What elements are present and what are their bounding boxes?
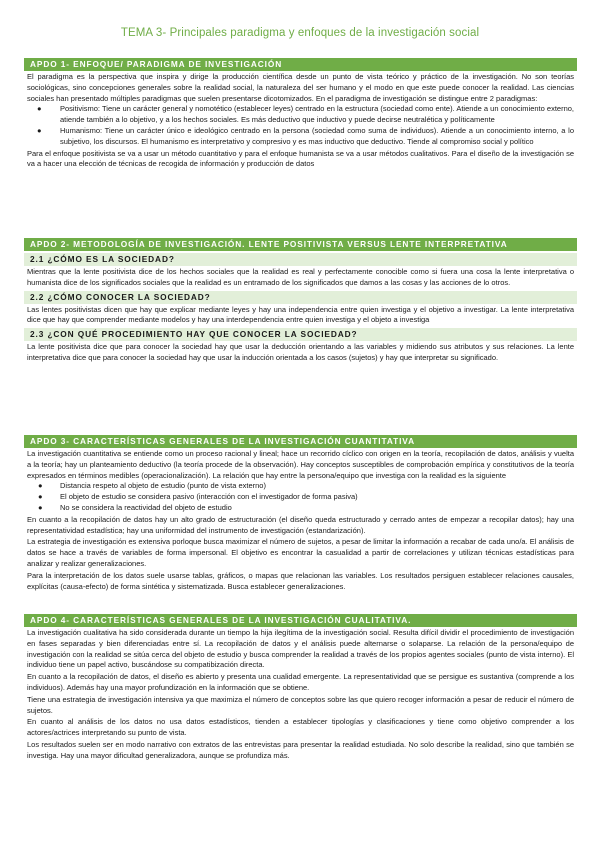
paragraph: Los resultados suelen ser en modo narrativo con extratos de las entrevistas para presentar la realidad estudiada. No solo describe la realidad, sino que también se investiga. Hay una mayor dificultad generalizadora, aunque se profundiza más. [27, 739, 574, 760]
section-heading: APDO 2- METODOLOGÍA DE INVESTIGACIÓN. LENTE POSITIVISTA VERSUS LENTE INTERPRETATIVA [24, 238, 577, 251]
section-heading: APDO 3- CARACTERÍSTICAS GENERALES DE LA INVESTIGACIÓN CUANTITATIVA [24, 435, 577, 448]
list-item: ● Distancia respeto al objeto de estudio (punto de vista externo) [38, 481, 266, 491]
paragraph: La lente positivista dice que para conocer la sociedad hay que usar la deducción orientando a las variables y midiendo sus atributos y sus relaciones. La lente interpretativa dice que para conocer la sociedad hay que usar la inducción orientada a los casos (sujetos) y hay que interpretar su significado. [27, 342, 574, 362]
bullet-icon: ● [37, 104, 42, 114]
paragraph: Las lentes positivistas dicen que hay que explicar mediante leyes y hay una independencia entre quien investiga y el objetivo a investigar. La lente interpretativa dice que hay que comprender mediante modelos y hay una interdependencia entre quien investiga y el objeto a investiga [27, 304, 574, 325]
paragraph: La estrategia de investigación es extensiva porloque busca maximizar el número de sujetos, a pesar de limitar la información a recabar de cada uno/a. El análisis de datos se hace a través de variables de forma impersonal. El objetivo es encontrar la casualidad a partir de correlaciones y utilizan técnicas estadísticas para analizar y realizar generalizaciones. [27, 537, 574, 568]
bullet-icon: ● [38, 492, 43, 502]
paragraph: Para el enfoque positivista se va a usar un método cuantitativo y para el enfoque humanista se va a usar métodos cualitativos. Para el diseño de la investigación se va a hacer una elección de técnicas de recogida de información y producción de datos [27, 148, 574, 169]
section-heading: APDO 1- ENFOQUE/ PARADIGMA DE INVESTIGACIÓN [24, 58, 577, 71]
section-apdo2 [24, 238, 577, 364]
section-heading: APDO 4- CARACTERÍSTICAS GENERALES DE LA INVESTIGACIÓN CUALITATIVA. [24, 614, 577, 627]
paragraph: La investigación cualitativa ha sido considerada durante un tiempo la hija ilegítima de la investigación social. Resulta difícil dividir el procedimiento de investigación en fases separadas y bien diferenciadas entre sí. La recopilación de datos y el análisis puede alternarse o solaparse. La relación de la persona/equipo de investigación con la realidad se sitúa cerca del objeto de estudio y busca comprender la realidad a través de los propios agentes sociales (punto de vista interno). El individuo tiene un papel activo, buscándose su compatibización directa. [27, 628, 574, 670]
paragraph: En cuanto a la recopilación de datos hay un alto grado de estructuración (el diseño queda estructurado y cerrado antes de empezar a recopilar datos); hay una representatividad estadística; hay una uniformidad del instrumento de investigación (estandarización). [27, 514, 574, 535]
bullet-icon: ● [38, 481, 43, 491]
subsection-heading: 2.1 ¿CÓMO ES LA SOCIEDAD? [24, 253, 577, 266]
paragraph: La investigación cuantitativa se entiende como un proceso racional y lineal; hace un recorrido cíclico con origen en la teoría, recopilación de datos, análisis y vuelta a la teoría; hay un planteamiento deductivo (la teoría procede de la observación). Hay conceptos susceptibles de comprobación empírica y constitutivos de la teoría expresados en términos medibles (operacionalización). La relación que hay entre la persona/equipo que investiga con la realidad es la siguiente [27, 449, 574, 480]
document-title: TEMA 3- Principales paradigma y enfoques de la investigación social [120, 27, 480, 39]
subsection-heading: 2.3 ¿CON QUÉ PROCEDIMIENTO HAY QUE CONOCER LA SOCIEDAD? [24, 328, 577, 341]
section-apdo3 [24, 435, 577, 592]
subsection-heading: 2.2 ¿CÓMO CONOCER LA SOCIEDAD? [24, 291, 577, 304]
list-item: ● Positivismo: Tiene un carácter general y nomotético (establecer leyes) centrado en la estructura (sociedad como ente). Atiende a un conocimiento externo, atiende también a lo objetivo, y a los hechos sociales. Es más deductivo que inductivo y puede decirse neutralética y políticamente [37, 104, 574, 125]
paragraph: Para la interpretación de los datos suele usarse tablas, gráficos, o mapas que relacionan las variables. Los resultados persiguen establecer relaciones causales, explícitas (causa-efecto) de forma sintética y sistematizada. Busca establecer generalizaciones. [27, 570, 574, 591]
section-apdo4 [24, 614, 577, 762]
list-item: ● Humanismo: Tiene un carácter único e ideológico centrado en la persona (sociedad como suma de individuos). Atiende a un conocimiento interno, a lo subjetivo, los discursos. El humanismo es interpretativo y compresivo y es mas inductivo que deductivo. Tiende al compromiso social y político [37, 125, 574, 146]
bullet-icon: ● [38, 502, 43, 512]
list-item: ● El objeto de estudio se considera pasivo (interacción con el investigador de forma pasiva) [38, 492, 358, 502]
paragraph: En cuanto a la recopilación de datos, el diseño es abierto y presenta una cualidad emergente. La representatividad que se persigue es sustantiva (comprende a los individuos). Además hay una mayor profundización en la información que se obtiene. [27, 672, 574, 692]
relation-list [24, 481, 577, 513]
paragraph: El paradigma es la perspectiva que inspira y dirige la producción científica desde un punto de vista teórico y práctico de la investigación. No son teorías sociológicas, sino concepciones generales sobre la realidad social, la naturaleza del ser humano y el modo en que este puede conocer la realidad. Las ciencias sociales han presentado múltiples paradigmas que suelen presentarse dicotomizados. En el paradigma de investigación se distingue entre 2 paradigmas: [27, 72, 574, 103]
section-apdo1 [24, 58, 577, 170]
bullet-icon: ● [37, 125, 42, 135]
list-item: ● No se considera la reactividad del objeto de estudio [38, 502, 232, 512]
paradigm-list [24, 104, 577, 147]
paragraph: Tiene una estrategia de investigación intensiva ya que maximiza el número de conceptos sobre las que quiero recoger información a pesar de reducir el número de sujetos. [27, 694, 574, 715]
paragraph: En cuanto al análisis de los datos no usa datos estadísticos, tienden a establecer tipologías y clasificaciones y tiene como objetivo comprender a los actores/actrices interpretando su punto de vista. [27, 717, 574, 738]
paragraph: Mientras que la lente positivista dice de los hechos sociales que la realidad es real y perfectamente conocible como si fuera una cosa la lente interpretativa o humanista dice de los significados sociales que la realidad es un entramado de los significados que damos a las cosas y las acciones de lo otros. [27, 267, 574, 287]
